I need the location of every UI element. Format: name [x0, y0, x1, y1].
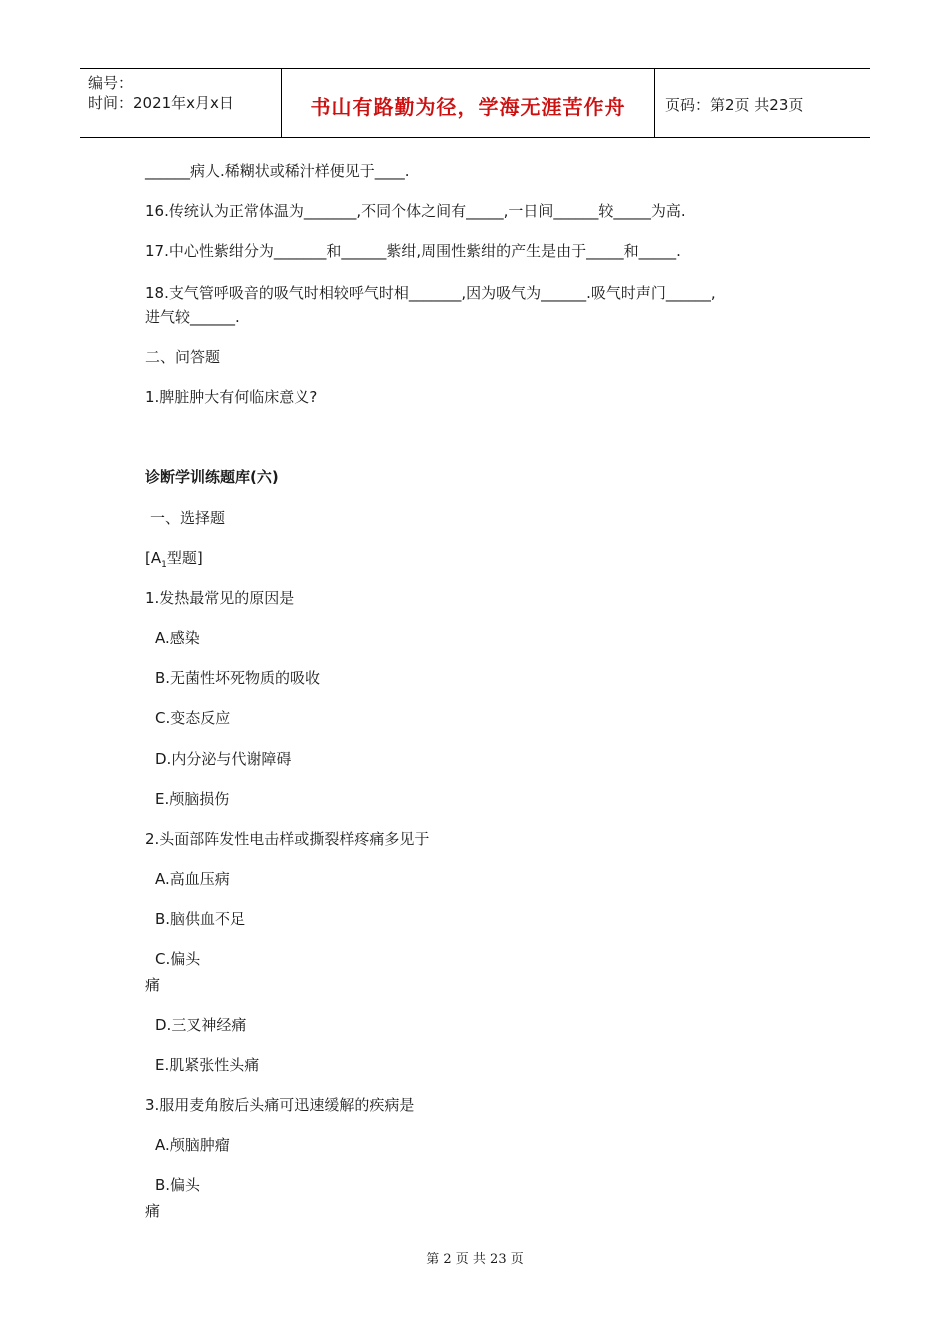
header-meta [80, 69, 288, 137]
page-footer: 第 2 页 共 23 页 [426, 1252, 524, 1267]
body-line: ______病人.稀糊状或稀汁样便见于____. [145, 162, 410, 180]
question-type-label: [$A_1$型题] [145, 549, 203, 570]
section-heading: 二、问答题 [145, 348, 221, 366]
body-line: 进气较______. [145, 308, 240, 326]
page-info: 页码：第2页 共23页 [665, 96, 804, 114]
option: C.偏头 [155, 950, 201, 968]
page-header [80, 68, 870, 138]
question-stem: 1.发热最常见的原因是 [145, 589, 295, 607]
serial-label: 编号： [88, 74, 134, 92]
option: E.肌紧张性头痛 [155, 1056, 260, 1074]
question-stem: 2.头面部阵发性电击样或撕裂样疼痛多见于 [145, 830, 430, 848]
question-stem: 3.服用麦角胺后头痛可迅速缓解的疾病是 [145, 1096, 415, 1114]
option-wrap: 痛 [145, 976, 161, 994]
option: A.颅脑肿瘤 [155, 1136, 230, 1154]
motto: 书山有路勤为径，学海无涯苦作舟 [310, 95, 626, 119]
section-sub: 一、选择题 [150, 509, 226, 527]
option: C.变态反应 [155, 709, 231, 727]
option: B.偏头 [155, 1176, 201, 1194]
option: A.高血压病 [155, 870, 230, 888]
body-line: 16.传统认为正常体温为_______,不同个体之间有_____,一日间______较_____为高. [145, 202, 686, 220]
option: A.感染 [155, 629, 200, 647]
body-line: 18.支气管呼吸音的吸气时相较呼气时相_______,因为吸气为______.吸气时声门______, [145, 284, 716, 302]
option: B.脑供血不足 [155, 910, 246, 928]
option: E.颅脑损伤 [155, 790, 230, 808]
question-line: 1.脾脏肿大有何临床意义? [145, 388, 318, 406]
option: D.三叉神经痛 [155, 1016, 247, 1034]
date-label: 时间：2021年x月x日 [88, 94, 234, 112]
option-wrap: 痛 [145, 1202, 161, 1220]
option: B.无菌性坏死物质的吸收 [155, 669, 321, 687]
body-line: 17.中心性紫绀分为_______和______紫绀,周围性紫绀的产生是由于_____和_____. [145, 242, 681, 260]
header-motto-cell [281, 69, 655, 137]
section-title: 诊断学训练题库(六) [145, 468, 279, 486]
option: D.内分泌与代谢障碍 [155, 750, 292, 768]
